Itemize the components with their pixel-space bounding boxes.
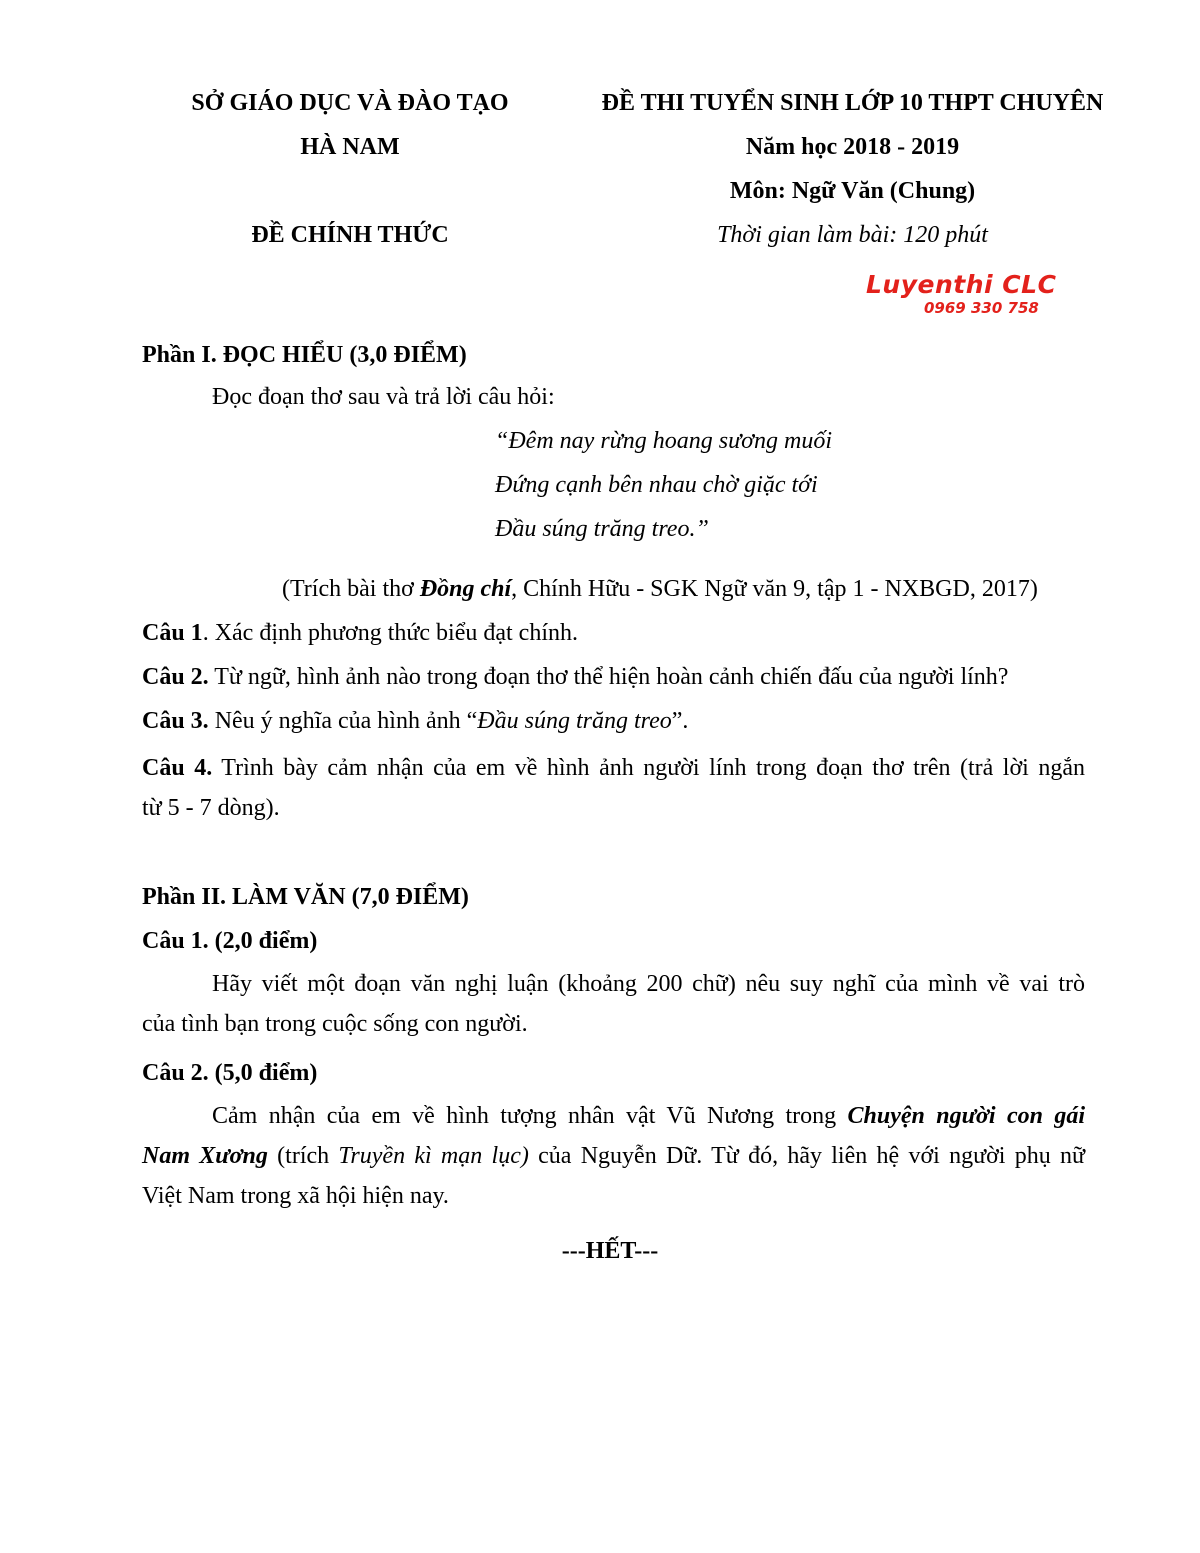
poem-line-3: Đầu súng trăng treo.” bbox=[495, 516, 709, 542]
part2-q2-collection: Truyền kì mạn lục) bbox=[338, 1143, 529, 1169]
part2-q2-line-2-text-2: của Nguyễn Dữ. Từ đó, hãy liên hệ với người phụ nữ bbox=[528, 1143, 1085, 1169]
exam-title: ĐỀ THI TUYỂN SINH LỚP 10 THPT CHUYÊN bbox=[601, 90, 1104, 116]
part2-q2-work-title-2: Nam Xương bbox=[142, 1143, 268, 1169]
province-name: HÀ NAM bbox=[300, 134, 400, 160]
part2-q2-work-title-1: Chuyện người con gái bbox=[847, 1103, 1085, 1129]
question-4-line-1: Trình bày cảm nhận của em về hình ảnh người lính trong đoạn thơ trên (trả lời ngắn bbox=[212, 755, 1086, 781]
watermark-brand: Luyenthi CLC bbox=[866, 270, 1057, 299]
question-1-text: . Xác định phương thức biểu đạt chính. bbox=[202, 620, 578, 646]
question-2 bbox=[142, 664, 1008, 691]
question-4-label: Câu 4. bbox=[142, 755, 213, 781]
question-3-text: Nêu ý nghĩa của hình ảnh “ bbox=[208, 708, 478, 734]
question-4 bbox=[142, 748, 1085, 828]
official-label: ĐỀ CHÍNH THỨC bbox=[251, 222, 449, 248]
part2-q2-body bbox=[142, 1096, 1085, 1216]
end-marker: ---HẾT--- bbox=[561, 1238, 659, 1264]
part2-q2-line-1-text: Cảm nhận của em về hình tượng nhân vật Vũ Nương trong bbox=[212, 1103, 848, 1129]
duration: Thời gian làm bài: 120 phút bbox=[717, 222, 988, 248]
watermark-phone: 0969 330 758 bbox=[924, 299, 1039, 317]
department-name: SỞ GIÁO DỤC VÀ ĐÀO TẠO bbox=[191, 90, 509, 116]
part1-instruction: Đọc đoạn thơ sau và trả lời câu hỏi: bbox=[212, 384, 555, 410]
source-suffix: , Chính Hữu - SGK Ngữ văn 9, tập 1 - NXBGD, 2017) bbox=[511, 576, 1038, 602]
source-prefix: (Trích bài thơ bbox=[282, 576, 420, 602]
question-3-label: Câu 3. bbox=[142, 708, 209, 734]
part2-q1-body bbox=[142, 964, 1085, 1044]
poem-line-2: Đứng cạnh bên nhau chờ giặc tới bbox=[495, 472, 818, 498]
question-2-label: Câu 2. bbox=[142, 664, 209, 690]
poem-line-1: “Đêm nay rừng hoang sương muối bbox=[495, 428, 832, 454]
school-year: Năm học 2018 - 2019 bbox=[745, 134, 960, 160]
question-3 bbox=[142, 708, 688, 735]
question-1 bbox=[142, 620, 578, 647]
part2-q2-line-2-text-1: (trích bbox=[267, 1143, 339, 1169]
part2-q2-line-3: Việt Nam trong xã hội hiện nay. bbox=[142, 1183, 449, 1209]
part2-q1-line-1: Hãy viết một đoạn văn nghị luận (khoảng 200 chữ) nêu suy nghĩ của mình về vai trò bbox=[212, 971, 1085, 997]
part2-q2-line-1 bbox=[142, 1096, 1085, 1136]
part2-q1-label: Câu 1. (2,0 điểm) bbox=[142, 928, 318, 954]
part1-title: Phần I. ĐỌC HIỂU (3,0 ĐIỂM) bbox=[142, 342, 467, 368]
question-2-text: Từ ngữ, hình ảnh nào trong đoạn thơ thể hiện hoàn cảnh chiến đấu của người lính? bbox=[208, 664, 1009, 690]
subject: Môn: Ngữ Văn (Chung) bbox=[729, 178, 976, 204]
part2-q2-label: Câu 2. (5,0 điểm) bbox=[142, 1060, 318, 1086]
question-3-end: ”. bbox=[671, 708, 689, 734]
part2-q2-line-2 bbox=[142, 1136, 1085, 1176]
watermark-logo bbox=[866, 270, 1086, 320]
poem-source bbox=[282, 576, 1038, 603]
part2-title: Phần II. LÀM VĂN (7,0 ĐIỂM) bbox=[142, 884, 469, 910]
source-title: Đồng chí bbox=[419, 576, 512, 602]
question-4-line-2: từ 5 - 7 dòng). bbox=[142, 795, 280, 821]
question-3-quote: Đầu súng trăng treo bbox=[477, 708, 672, 734]
part2-q1-line-2: của tình bạn trong cuộc sống con người. bbox=[142, 1011, 528, 1037]
question-1-label: Câu 1 bbox=[142, 620, 203, 646]
